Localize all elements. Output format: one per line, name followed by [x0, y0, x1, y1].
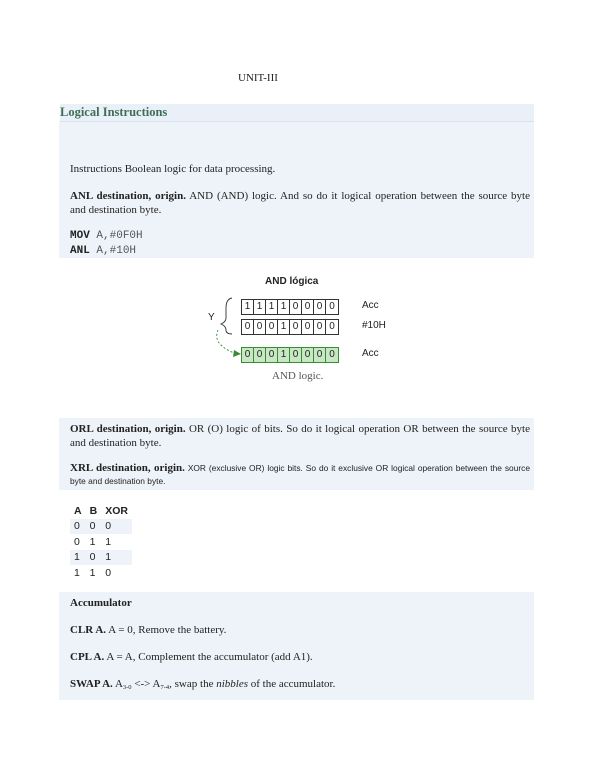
table-header: B [89, 504, 98, 517]
bit-cell: 0 [302, 300, 314, 314]
bit-row-result-label: Acc [362, 348, 379, 359]
code-op-1: MOV [70, 230, 90, 242]
figure-y-label: Y [208, 312, 215, 323]
bit-cell: 0 [254, 320, 266, 334]
bit-cell: 0 [242, 348, 254, 362]
anl-text: AND (AND) logic. And so do it logical operation between the source byte and destination byte. [70, 190, 530, 216]
table-cell: 1 [89, 535, 96, 548]
bit-row-immediate-label: #10H [362, 320, 386, 331]
bit-cell: 1 [278, 320, 290, 334]
figure-title: AND lógica [265, 276, 319, 287]
bit-cell: 0 [314, 320, 326, 334]
table-cell: 0 [74, 535, 80, 548]
bit-cell: 0 [290, 348, 302, 362]
table-row [70, 550, 132, 566]
bit-cell: 0 [266, 348, 278, 362]
anl-term: ANL destination, origin. [70, 190, 186, 202]
bit-row-acc [241, 299, 339, 315]
anl-paragraph [70, 189, 530, 217]
table-cell: 0 [89, 551, 96, 564]
table-header: A [74, 504, 82, 517]
bit-cell: 0 [254, 348, 266, 362]
table-cell: 0 [105, 566, 112, 579]
bit-cell: 0 [314, 348, 326, 362]
orl-paragraph [70, 422, 530, 450]
xor-truth-table [70, 503, 132, 581]
brace-icon [221, 298, 232, 334]
table-header-row [70, 503, 132, 519]
swap-post: of the accumulator. [247, 678, 336, 690]
bit-cell: 0 [290, 320, 302, 334]
table-cell: 0 [89, 520, 96, 533]
clr-text: A = 0, Remove the battery. [106, 624, 227, 636]
table-cell: 1 [105, 551, 112, 564]
bit-cell: 0 [329, 301, 335, 312]
table-cell: 1 [74, 551, 80, 564]
bit-cell: 1 [254, 300, 266, 314]
table-row [70, 534, 132, 550]
swap-paragraph [70, 677, 530, 695]
xrl-term: XRL destination, origin. [70, 462, 185, 474]
bit-cell: 1 [266, 300, 278, 314]
swap-a1: A [112, 678, 123, 690]
cpl-term: CPL A. [70, 651, 105, 663]
swap-nibbles: nibbles [216, 678, 248, 690]
clr-paragraph [70, 623, 530, 637]
bit-row-acc-label: Acc [362, 300, 379, 311]
bit-cell: 0 [302, 348, 314, 362]
table-cell: 0 [74, 520, 80, 533]
accumulator-heading: Accumulator [70, 597, 132, 609]
section-heading [60, 104, 534, 122]
code-line-1 [70, 229, 143, 243]
cpl-text: A = A, Complement the accumulator (add A1). [104, 651, 313, 663]
bit-cell: 1 [278, 348, 290, 362]
bit-cell: 0 [290, 300, 302, 314]
intro-paragraph: Instructions Boolean logic for data processing. [70, 163, 276, 175]
code-args-2: A,#10H [89, 245, 137, 257]
code-op-2: ANL [70, 245, 90, 257]
bit-row-immediate [241, 319, 339, 335]
dashed-arrow-icon [217, 330, 234, 353]
code-line-2 [70, 244, 136, 258]
bit-cell: 0 [329, 321, 335, 332]
swap-pre: , swap the [169, 678, 217, 690]
bit-cell: 1 [242, 300, 254, 314]
xrl-paragraph [70, 462, 530, 488]
table-cell: 1 [105, 535, 112, 548]
bit-cell: 0 [314, 300, 326, 314]
orl-term: ORL destination, origin. [70, 423, 186, 435]
bit-cell: 0 [242, 320, 254, 334]
swap-sub-low: 3-0 [122, 684, 132, 691]
section-heading-text: Logical Instructions [60, 105, 168, 119]
arrow-head-icon [233, 350, 241, 357]
swap-sub-high: 7-4 [160, 684, 170, 691]
table-row [70, 565, 132, 581]
code-args-1: A,#0F0H [89, 230, 143, 242]
bit-cell: 0 [302, 320, 314, 334]
bit-row-result [241, 347, 339, 363]
cpl-paragraph [70, 650, 530, 664]
table-cell: 1 [74, 566, 80, 579]
table-header: XOR [105, 504, 128, 517]
table-row [70, 519, 132, 535]
clr-term: CLR A. [70, 624, 107, 636]
swap-mid: <-> A [131, 678, 161, 690]
bit-cell: 0 [329, 349, 335, 360]
bit-cell: 0 [266, 320, 278, 334]
table-cell: 0 [105, 520, 112, 533]
table-cell: 1 [89, 566, 96, 579]
unit-title: UNIT-III [238, 72, 278, 84]
figure-caption: AND logic. [272, 370, 324, 382]
orl-text: OR (O) logic of bits. So do it logical operation OR between the source byte and destination byte. [70, 423, 530, 449]
bit-cell: 1 [278, 300, 290, 314]
xrl-text: XOR (exclusive OR) logic bits. So do it exclusive OR logical operation between the source byte and destination byte. [70, 463, 530, 486]
swap-term: SWAP A. [70, 678, 113, 690]
